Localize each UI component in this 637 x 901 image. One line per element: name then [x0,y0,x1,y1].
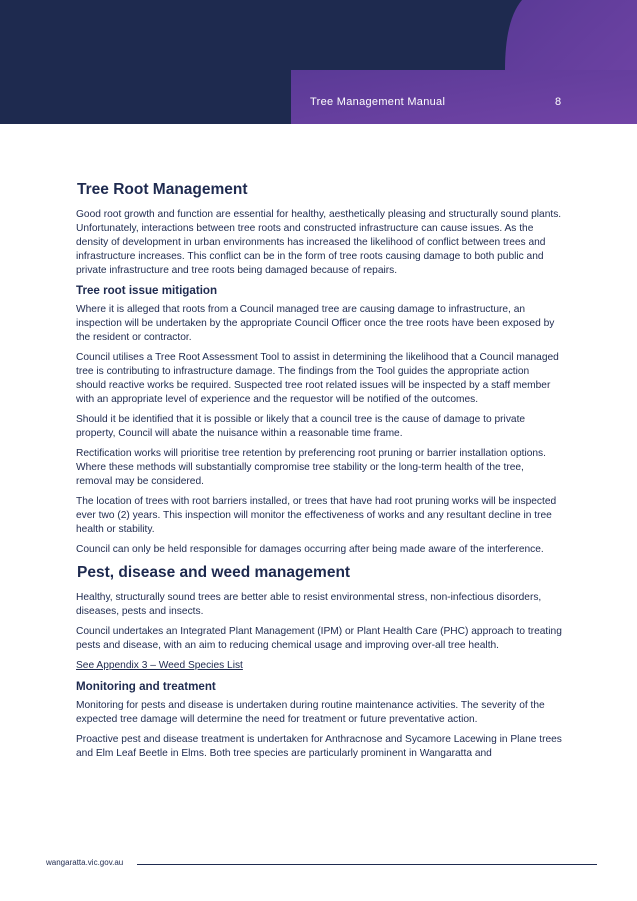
paragraph: Proactive pest and disease treatment is undertaken for Anthracnose and Sycamore Lacewing in Plane trees and Elm Leaf Beetle in Elms. Both tree species are particularly prominent in Wangaratta and [76,734,562,759]
appendix-link[interactable]: See Appendix 3 – Weed Species List [76,660,243,671]
document-title: Tree Management Manual [310,96,446,108]
subheading-monitoring-and-treatment: Monitoring and treatment [76,680,216,693]
section-heading-pest-disease-weed: Pest, disease and weed management [77,564,351,581]
paragraph: Healthy, structurally sound trees are better able to resist environmental stress, non-infectious disorders, diseases, pests and insects. [76,592,542,617]
footer-website: wangaratta.vic.gov.au [46,858,124,867]
paragraph: The location of trees with root barriers installed, or trees that have had root pruning works will be inspected ever two (2) years. This inspection will monitor the effectiveness of works and any resultant decline in tree health or stability. [76,496,557,535]
section-heading-tree-root-management: Tree Root Management [77,181,248,198]
paragraph: Where it is alleged that roots from a Council managed tree are causing damage to infrastructure, an inspection will be undertaken by the appropriate Council Officer once the tree roots have been exposed by the resident or contractor. [76,304,555,343]
page-header [0,0,637,124]
paragraph: Monitoring for pests and disease is undertaken during routine maintenance activities. The severity of the expected tree damage will determine the need for treatment or future preventative action. [76,700,545,725]
paragraph: Good root growth and function are essential for healthy, aesthetically pleasing and structurally sound plants. Unfortunately, interactions between tree roots and constructed infrastructure can cause issues. As the density of development in urban environments has increased the likelihood of conflict between trees and infrastructure increases. This conflict can be in the form of tree roots causing damage to both public and private infrastructure and tree roots being damaged because of repairs. [76,209,562,276]
paragraph: Council utilises a Tree Root Assessment Tool to assist in determining the likelihood that a Council managed tree is contributing to infrastructure damage. The findings from the Tool guides the appropriate action should reactive works be required. Suspected tree root related issues will be inspected by a staff member with an appropriate level of experience and the requestor will be notified of the outcomes. [76,352,559,405]
page-content [76,180,562,767]
paragraph: Council can only be held responsible for damages occurring after being made aware of the interference. [76,544,544,555]
paragraph: Rectification works will prioritise tree retention by preferencing root pruning or barrier installation options. Where these methods will substantially compromise tree stability or the long-term health of the tree, removal may be considered. [76,448,546,487]
footer-divider [137,864,597,865]
paragraph: Council undertakes an Integrated Plant Management (IPM) or Plant Health Care (PHC) approach to treating pests and disease, with an aim to reducing chemical usage and improving over-all tree health. [76,626,562,651]
page-number: 8 [555,96,562,108]
paragraph: Should it be identified that it is possible or likely that a council tree is the cause of damage to private property, Council will abate the nuisance within a reasonable time frame. [76,414,526,439]
subheading-tree-root-issue-mitigation: Tree root issue mitigation [76,284,218,297]
